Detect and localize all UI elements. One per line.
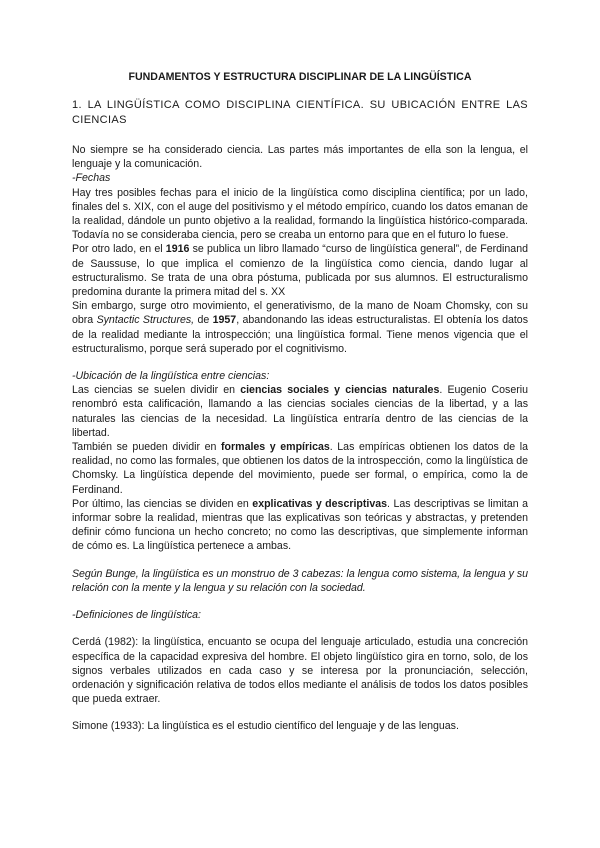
year-1916: 1916 xyxy=(165,243,190,256)
bold-term: explicativas y descriptivas xyxy=(252,497,388,510)
bold-term: ciencias sociales y ciencias naturales xyxy=(240,384,440,397)
text-run: También se pueden dividir en xyxy=(72,441,222,454)
ubicacion-paragraph-3 xyxy=(72,497,528,554)
text-run: . Las descriptivas se limitan a informar sobre la realidad, mientras que las explicativas son teóricas y abstractas, y pretenden definir cómo funciona un hecho concreto; no como las descriptivas, que simplemente informan de cómo es. La lingüística pertenece a ambas. xyxy=(72,497,528,553)
work-title: Syntactic Structures, xyxy=(96,314,195,327)
text-run: Sin embargo, surge otro movimiento, el generativismo, de la mano de Noam Chomsky, con su obra xyxy=(72,300,528,327)
text-run: Por otro lado, en el xyxy=(72,243,166,256)
text-run: se publica un libro llamado “curso de lingüística general”, de Ferdinand de Saussuse, lo que implica el comienzo de la lingüística como ciencia, dando lugar al estructuralismo. Se trata de una obra póstuma, publicada por sus alumnos. El estructuralismo predomina durante la primera mitad del s. XX xyxy=(72,243,528,299)
ubicacion-paragraph-1 xyxy=(72,383,528,440)
definition-simone: Simone (1933): La lingüística es el estudio científico del lenguaje y de las lenguas. xyxy=(72,720,459,733)
year-1957: 1957 xyxy=(212,314,237,327)
bold-term: formales y empíricas xyxy=(221,441,330,454)
document-title: FUNDAMENTOS Y ESTRUCTURA DISCIPLINAR DE LA LINGÜÍSTICA xyxy=(128,71,472,83)
ubicacion-paragraph-2 xyxy=(72,440,528,497)
definition-cerda: Cerdá (1982): la lingüística, encuanto se ocupa del lenguaje articulado, estudia una concreción específica de la capacidad expresiva del hombre. El objeto lingüístico gira en torno, solo, de los signos verbales utilizados en cada caso y se interesa por la pronunciación, selección, ordenación y significación relativa de todos ellos mediante el análisis de todos los datos posibles que pueda extraer. xyxy=(72,636,528,706)
text-run: . Eugenio Coseriu renombró esta calificación, llamando a las ciencias sociales ciencias de la libertad, y a las naturales las ciencias de la necesidad. La lingüística entraría dentro de las ciencias de la libertad. xyxy=(72,384,529,439)
document-body xyxy=(72,70,528,734)
definiciones-heading: -Definiciones de lingüística: xyxy=(72,609,201,622)
fechas-paragraph-1: Hay tres posibles fechas para el inicio de la lingüística como disciplina científica; por un lado, finales del s. XIX, con el auge del positivismo y el método empírico, cuando los datos emanan de la realidad, dándole un punto objetivo a la realidad, formando la lingüística histórico-comparada. Todavía no se consideraba ciencia, pero se creaba un entorno para que en el futuro lo fuese. xyxy=(72,186,528,242)
fechas-paragraph-3 xyxy=(72,299,528,356)
section-heading: 1. LA LINGÜÍSTICA COMO DISCIPLINA CIENTÍFICA. SU UBICACIÓN ENTRE LAS CIENCIAS xyxy=(72,99,528,126)
fechas-paragraph-2 xyxy=(72,242,528,299)
text-run: Las ciencias se suelen dividir en xyxy=(72,384,241,397)
ubicacion-heading: -Ubicación de la lingüística entre ciencias: xyxy=(72,370,270,383)
intro-paragraph: No siempre se ha considerado ciencia. Las partes más importantes de ella son la lengua, el lenguaje y la comunicación. xyxy=(72,144,528,171)
text-run: , abandonando las ideas estructuralistas. El obtenía los datos de la realidad mediante la introspección; una lingüística formal. Tiene menos vigencia que el estructuralismo, porque será superado por el cognitivismo. xyxy=(72,314,528,355)
text-run: . Las empíricas obtienen los datos de la realidad, no como las formales, que obtienen los datos de la introspección, como la lingüística de Chomsky. La lingüística depende del movimiento, puede ser formal, o empírica, como la de Ferdinand. xyxy=(72,441,529,496)
bunge-quote: Según Bunge, la lingüística es un monstruo de 3 cabezas: la lengua como sistema, la lengua y su relación con la mente y la lengua y su relación con la sociedad. xyxy=(72,567,528,594)
text-run: de xyxy=(194,314,213,327)
text-run: Por último, las ciencias se dividen en xyxy=(72,497,253,510)
fechas-heading: -Fechas xyxy=(72,172,111,185)
